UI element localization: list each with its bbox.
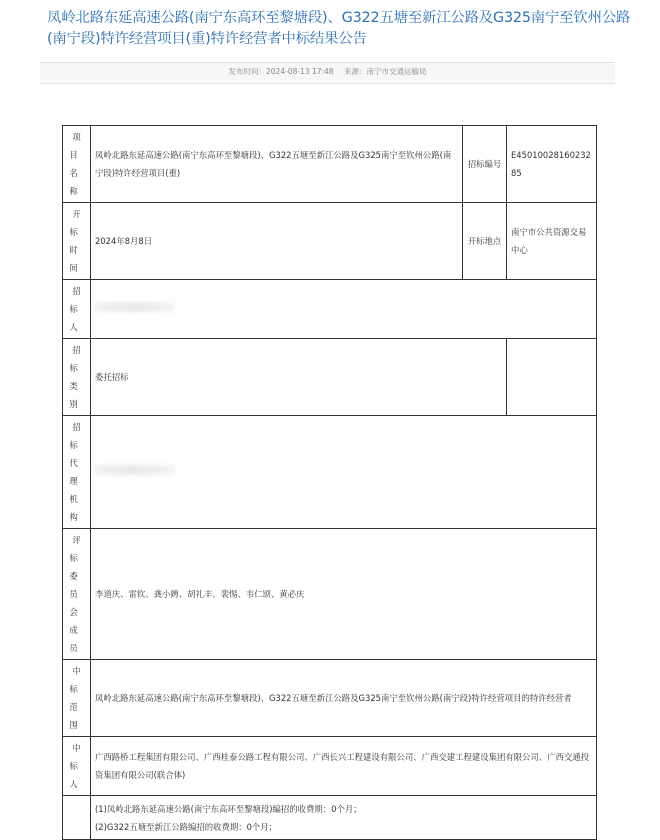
table-row	[63, 280, 597, 339]
winner-label: 中标人	[63, 737, 91, 796]
winner-value: 广西路桥工程集团有限公司、广西桂泰公路工程有限公司、广西长兴工程建设有限公司、广西交建工程建设集团有限公司、广西交通投资集团有限公司(联合体)	[91, 737, 597, 796]
toll-label	[63, 796, 91, 840]
result-table	[62, 125, 597, 840]
toll-line-1: (1)凤岭北路东延高速公路(南宁东高环至黎塘段)编招的收费期：0个月；	[95, 803, 362, 814]
committee-value: 李道庆、雷钦、龚小娉、胡礼丰、裴惕、韦仁颂、黄必庆	[91, 529, 597, 660]
table-row	[63, 796, 597, 840]
tenderer-value	[91, 280, 597, 339]
table-row	[63, 529, 597, 660]
tender-type-value: 委托招标	[91, 339, 507, 416]
table-row	[63, 416, 597, 529]
project-name-value: 凤岭北路东延高速公路(南宁东高环至黎塘段)、G322五塘至新江公路及G325南宁至钦州公路(南宁段)特许经营项目(重)	[91, 126, 463, 203]
tender-type-label: 招标类别	[63, 339, 91, 416]
bid-number-value: E4501002816023285	[507, 126, 597, 203]
opening-time-label: 开标时间	[63, 203, 91, 280]
toll-value	[91, 796, 597, 840]
agency-label: 招标代理机构	[63, 416, 91, 529]
opening-place-value: 南宁市公共资源交易中心	[507, 203, 597, 280]
source: 来源：南宁市交通运输局	[343, 67, 427, 76]
table-row	[63, 203, 597, 280]
tenderer-label: 招标人	[63, 280, 91, 339]
agency-value	[91, 416, 597, 529]
redacted-value	[95, 302, 175, 312]
table-row	[63, 737, 597, 796]
publish-time: 发布时间：2024-08-13 17:48	[228, 67, 334, 76]
project-name-label: 项目名称	[63, 126, 91, 203]
scope-value: 凤岭北路东延高速公路(南宁东高环至黎塘段)、G322五塘至新江公路及G325南宁至钦州公路(南宁段)特许经营项目的特许经营者	[91, 660, 597, 737]
table-row	[63, 660, 597, 737]
scope-label: 中标范围	[63, 660, 91, 737]
redacted-value	[95, 465, 175, 475]
opening-time-value: 2024年8月8日	[91, 203, 463, 280]
table-row	[63, 339, 597, 416]
page-title: 凤岭北路东延高速公路(南宁东高环至黎塘段)、G322五塘至新江公路及G325南宁至钦州公路(南宁段)特许经营项目(重)特许经营者中标结果公告	[47, 10, 631, 47]
toll-line-2: (2)G322五塘至新江公路编招的收费期：0个月；	[95, 821, 278, 832]
meta-bar	[40, 62, 615, 84]
table-row	[63, 126, 597, 203]
committee-label: 评标委员会成员	[63, 529, 91, 660]
opening-place-label: 开标地点	[463, 203, 507, 280]
bid-number-label: 招标编号	[463, 126, 507, 203]
meta-info	[40, 66, 615, 77]
tender-type-extra	[507, 339, 597, 416]
